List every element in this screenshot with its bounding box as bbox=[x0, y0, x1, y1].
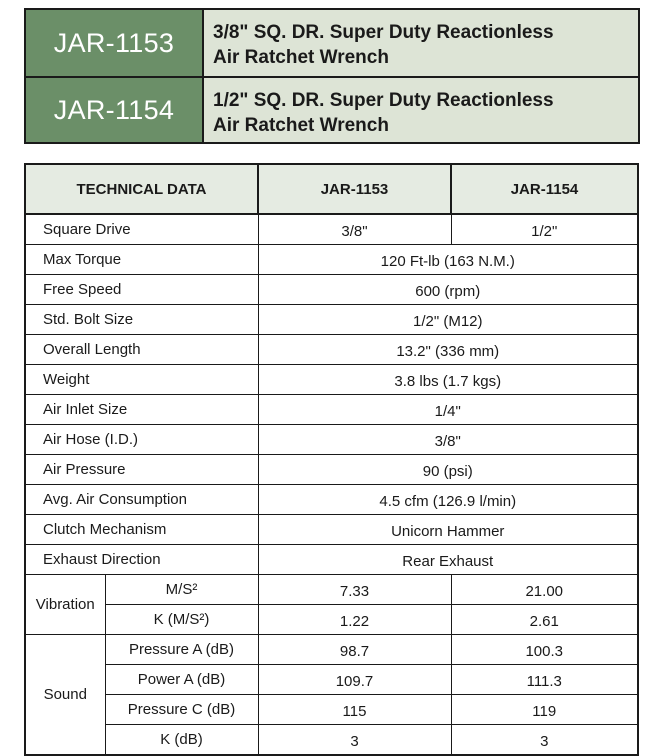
product-title bbox=[204, 78, 638, 142]
technical-data-table bbox=[24, 163, 639, 756]
product-row-2 bbox=[26, 78, 638, 142]
table-row bbox=[25, 665, 638, 695]
product-code: JAR-1153 bbox=[26, 10, 204, 76]
cell-value: Unicorn Hammer bbox=[258, 515, 638, 545]
cell-value: 109.7 bbox=[258, 665, 451, 695]
cell-value: 1.22 bbox=[258, 605, 451, 635]
product-row-1 bbox=[26, 10, 638, 78]
product-title bbox=[204, 10, 638, 76]
table-row bbox=[25, 635, 638, 665]
cell-value: 1/2" (M12) bbox=[258, 305, 638, 335]
cell-value: 98.7 bbox=[258, 635, 451, 665]
product-code: JAR-1154 bbox=[26, 78, 204, 142]
cell-value: 600 (rpm) bbox=[258, 275, 638, 305]
cell-value: 1/2" bbox=[451, 214, 638, 245]
row-label: M/S² bbox=[105, 575, 258, 605]
row-label: Exhaust Direction bbox=[25, 545, 258, 575]
table-row bbox=[25, 305, 638, 335]
cell-value: 100.3 bbox=[451, 635, 638, 665]
cell-value: 4.5 cfm (126.9 l/min) bbox=[258, 485, 638, 515]
cell-value: 3/8" bbox=[258, 214, 451, 245]
table-row bbox=[25, 605, 638, 635]
table-row bbox=[25, 485, 638, 515]
row-label: Power A (dB) bbox=[105, 665, 258, 695]
cell-value: 115 bbox=[258, 695, 451, 725]
row-label: K (dB) bbox=[105, 725, 258, 756]
cell-value: 7.33 bbox=[258, 575, 451, 605]
cell-value: 2.61 bbox=[451, 605, 638, 635]
cell-value: 3.8 lbs (1.7 kgs) bbox=[258, 365, 638, 395]
product-title-line: 3/8" SQ. DR. Super Duty Reactionless bbox=[213, 22, 554, 43]
table-row bbox=[25, 515, 638, 545]
row-label: Air Pressure bbox=[25, 455, 258, 485]
row-label: Weight bbox=[25, 365, 258, 395]
table-row bbox=[25, 545, 638, 575]
table-row bbox=[25, 455, 638, 485]
cell-value: 3 bbox=[451, 725, 638, 756]
table-row bbox=[25, 695, 638, 725]
cell-value: 3 bbox=[258, 725, 451, 756]
table-row bbox=[25, 725, 638, 756]
cell-value: 111.3 bbox=[451, 665, 638, 695]
table-row bbox=[25, 214, 638, 245]
row-label: Free Speed bbox=[25, 275, 258, 305]
row-label: Std. Bolt Size bbox=[25, 305, 258, 335]
row-label: Pressure A (dB) bbox=[105, 635, 258, 665]
group-label-vibration: Vibration bbox=[25, 575, 105, 635]
table-row bbox=[25, 275, 638, 305]
table-row bbox=[25, 335, 638, 365]
table-row bbox=[25, 245, 638, 275]
product-title-line: Air Ratchet Wrench bbox=[213, 115, 389, 136]
header-model-1: JAR-1153 bbox=[258, 164, 451, 214]
cell-value: 13.2" (336 mm) bbox=[258, 335, 638, 365]
table-row bbox=[25, 425, 638, 455]
row-label: Air Hose (I.D.) bbox=[25, 425, 258, 455]
row-label: Square Drive bbox=[25, 214, 258, 245]
row-label: Air Inlet Size bbox=[25, 395, 258, 425]
cell-value: 90 (psi) bbox=[258, 455, 638, 485]
cell-value: 3/8" bbox=[258, 425, 638, 455]
table-row bbox=[25, 575, 638, 605]
product-header bbox=[24, 8, 640, 144]
header-technical-data: TECHNICAL DATA bbox=[25, 164, 258, 214]
row-label: K (M/S²) bbox=[105, 605, 258, 635]
row-label: Overall Length bbox=[25, 335, 258, 365]
cell-value: 21.00 bbox=[451, 575, 638, 605]
cell-value: 120 Ft-lb (163 N.M.) bbox=[258, 245, 638, 275]
cell-value: Rear Exhaust bbox=[258, 545, 638, 575]
row-label: Max Torque bbox=[25, 245, 258, 275]
cell-value: 119 bbox=[451, 695, 638, 725]
header-model-2: JAR-1154 bbox=[451, 164, 638, 214]
product-title-line: 1/2" SQ. DR. Super Duty Reactionless bbox=[213, 90, 554, 111]
group-label-sound: Sound bbox=[25, 635, 105, 756]
table-row bbox=[25, 365, 638, 395]
row-label: Avg. Air Consumption bbox=[25, 485, 258, 515]
table-row bbox=[25, 395, 638, 425]
table-header-row bbox=[25, 164, 638, 214]
row-label: Pressure C (dB) bbox=[105, 695, 258, 725]
row-label: Clutch Mechanism bbox=[25, 515, 258, 545]
cell-value: 1/4" bbox=[258, 395, 638, 425]
product-title-line: Air Ratchet Wrench bbox=[213, 47, 389, 68]
